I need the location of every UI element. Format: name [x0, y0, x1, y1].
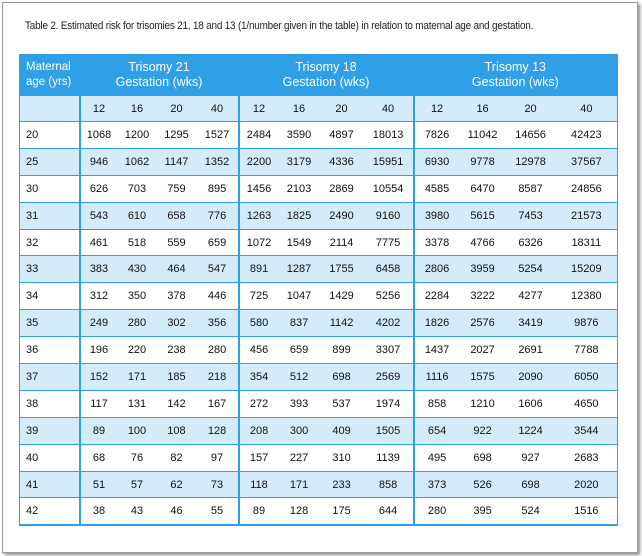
risk-value-cell: 559 [157, 229, 197, 256]
group-subtitle: Gestation (wks) [471, 75, 559, 89]
document-frame [2, 2, 638, 553]
risk-value-cell: 837 [279, 310, 320, 337]
risk-value-cell: 7453 [506, 202, 556, 229]
risk-value-cell: 1287 [279, 256, 320, 283]
group-title: Trisomy 13 [484, 60, 546, 74]
risk-value-cell: 537 [320, 390, 364, 417]
risk-value-cell: 1072 [239, 229, 279, 256]
risk-value-cell: 703 [118, 175, 157, 202]
risk-value-cell: 10554 [364, 175, 414, 202]
risk-value-cell: 383 [80, 256, 118, 283]
risk-value-cell: 2576 [460, 310, 506, 337]
table-row [20, 229, 618, 256]
risk-value-cell: 1200 [118, 122, 157, 149]
risk-value-cell: 946 [80, 148, 118, 175]
risk-value-cell: 654 [414, 417, 460, 444]
risk-value-cell: 4277 [506, 283, 556, 310]
group-header-trisomy-18 [239, 54, 414, 96]
risk-value-cell: 461 [80, 229, 118, 256]
group-subtitle: Gestation (wks) [282, 75, 370, 89]
risk-value-cell: 227 [279, 444, 320, 471]
risk-value-cell: 55 [197, 498, 239, 525]
risk-value-cell: 776 [197, 202, 239, 229]
risk-value-cell: 14656 [506, 122, 556, 149]
risk-value-cell: 11042 [460, 122, 506, 149]
risk-value-cell: 46 [157, 498, 197, 525]
week-header-cell: 20 [157, 96, 197, 122]
risk-value-cell: 280 [414, 498, 460, 525]
risk-value-cell: 1974 [364, 390, 414, 417]
maternal-age-cell: 35 [20, 310, 80, 337]
risk-value-cell: 5615 [460, 202, 506, 229]
risk-value-cell: 899 [320, 337, 364, 364]
group-title: Trisomy 18 [295, 60, 357, 74]
risk-value-cell: 895 [197, 175, 239, 202]
risk-value-cell: 698 [460, 444, 506, 471]
risk-value-cell: 1505 [364, 417, 414, 444]
table-row [20, 337, 618, 364]
risk-value-cell: 100 [118, 417, 157, 444]
age-header-line1: Maternal [26, 61, 71, 73]
table-body [20, 122, 618, 526]
risk-value-cell: 1147 [157, 148, 197, 175]
risk-value-cell: 2020 [556, 471, 618, 498]
maternal-age-cell: 37 [20, 364, 80, 391]
risk-value-cell: 2691 [506, 337, 556, 364]
risk-value-cell: 2114 [320, 229, 364, 256]
risk-value-cell: 927 [506, 444, 556, 471]
risk-value-cell: 1755 [320, 256, 364, 283]
week-header-cell: 12 [80, 96, 118, 122]
risk-value-cell: 171 [279, 471, 320, 498]
risk-value-cell: 2027 [460, 337, 506, 364]
risk-value-cell: 7788 [556, 337, 618, 364]
week-header-cell: 40 [556, 96, 618, 122]
group-header-trisomy-13 [414, 54, 618, 96]
maternal-age-cell: 20 [20, 122, 80, 149]
risk-value-cell: 3419 [506, 310, 556, 337]
risk-value-cell: 891 [239, 256, 279, 283]
risk-value-cell: 2869 [320, 175, 364, 202]
risk-value-cell: 1062 [118, 148, 157, 175]
risk-value-cell: 3378 [414, 229, 460, 256]
risk-value-cell: 310 [320, 444, 364, 471]
risk-value-cell: 5256 [364, 283, 414, 310]
risk-value-cell: 15951 [364, 148, 414, 175]
risk-value-cell: 858 [414, 390, 460, 417]
maternal-age-cell: 41 [20, 471, 80, 498]
risk-value-cell: 1047 [279, 283, 320, 310]
table-row [20, 122, 618, 149]
risk-value-cell: 2200 [239, 148, 279, 175]
risk-value-cell: 4336 [320, 148, 364, 175]
week-header-cell: 40 [197, 96, 239, 122]
risk-value-cell: 5254 [506, 256, 556, 283]
risk-value-cell: 117 [80, 390, 118, 417]
risk-value-cell: 312 [80, 283, 118, 310]
risk-value-cell: 3307 [364, 337, 414, 364]
risk-value-cell: 1527 [197, 122, 239, 149]
risk-value-cell: 43 [118, 498, 157, 525]
maternal-age-cell: 31 [20, 202, 80, 229]
risk-value-cell: 76 [118, 444, 157, 471]
risk-value-cell: 6470 [460, 175, 506, 202]
risk-value-cell: 220 [118, 337, 157, 364]
risk-value-cell: 512 [279, 364, 320, 391]
risk-value-cell: 9160 [364, 202, 414, 229]
risk-value-cell: 175 [320, 498, 364, 525]
risk-value-cell: 1139 [364, 444, 414, 471]
risk-value-cell: 157 [239, 444, 279, 471]
risk-value-cell: 42423 [556, 122, 618, 149]
risk-value-cell: 2284 [414, 283, 460, 310]
week-header-cell: 12 [414, 96, 460, 122]
week-header-cell: 20 [506, 96, 556, 122]
risk-value-cell: 4585 [414, 175, 460, 202]
risk-value-cell: 208 [239, 417, 279, 444]
maternal-age-cell: 39 [20, 417, 80, 444]
risk-value-cell: 38 [80, 498, 118, 525]
risk-value-cell: 89 [80, 417, 118, 444]
table-row [20, 175, 618, 202]
risk-value-cell: 51 [80, 471, 118, 498]
table-row [20, 417, 618, 444]
risk-value-cell: 1224 [506, 417, 556, 444]
risk-value-cell: 1295 [157, 122, 197, 149]
table-row [20, 148, 618, 175]
table-row [20, 256, 618, 283]
risk-value-cell: 4650 [556, 390, 618, 417]
age-header [20, 54, 80, 96]
risk-value-cell: 171 [118, 364, 157, 391]
risk-value-cell: 409 [320, 417, 364, 444]
week-header-cell: 40 [364, 96, 414, 122]
risk-value-cell: 2683 [556, 444, 618, 471]
risk-value-cell: 249 [80, 310, 118, 337]
table-row [20, 310, 618, 337]
week-header-cell: 16 [279, 96, 320, 122]
risk-value-cell: 495 [414, 444, 460, 471]
risk-value-cell: 1116 [414, 364, 460, 391]
risk-value-cell: 62 [157, 471, 197, 498]
risk-value-cell: 1456 [239, 175, 279, 202]
risk-value-cell: 464 [157, 256, 197, 283]
risk-value-cell: 12978 [506, 148, 556, 175]
risk-value-cell: 658 [157, 202, 197, 229]
risk-value-cell: 233 [320, 471, 364, 498]
risk-value-cell: 73 [197, 471, 239, 498]
risk-value-cell: 8587 [506, 175, 556, 202]
risk-value-cell: 142 [157, 390, 197, 417]
table-row [20, 390, 618, 417]
risk-value-cell: 4766 [460, 229, 506, 256]
table-row [20, 283, 618, 310]
risk-value-cell: 518 [118, 229, 157, 256]
risk-value-cell: 354 [239, 364, 279, 391]
risk-value-cell: 280 [118, 310, 157, 337]
risk-value-cell: 922 [460, 417, 506, 444]
risk-value-cell: 3590 [279, 122, 320, 149]
risk-value-cell: 446 [197, 283, 239, 310]
risk-value-cell: 7826 [414, 122, 460, 149]
risk-value-cell: 659 [197, 229, 239, 256]
risk-value-cell: 1429 [320, 283, 364, 310]
risk-value-cell: 3544 [556, 417, 618, 444]
maternal-age-cell: 32 [20, 229, 80, 256]
risk-value-cell: 547 [197, 256, 239, 283]
risk-value-cell: 524 [506, 498, 556, 525]
maternal-age-cell: 25 [20, 148, 80, 175]
risk-table [19, 54, 618, 526]
risk-value-cell: 580 [239, 310, 279, 337]
risk-value-cell: 2569 [364, 364, 414, 391]
risk-value-cell: 9876 [556, 310, 618, 337]
risk-value-cell: 12380 [556, 283, 618, 310]
risk-value-cell: 6930 [414, 148, 460, 175]
weeks-header-row [20, 96, 618, 122]
week-header-cell: 16 [460, 96, 506, 122]
maternal-age-cell: 33 [20, 256, 80, 283]
risk-value-cell: 6326 [506, 229, 556, 256]
risk-value-cell: 1825 [279, 202, 320, 229]
maternal-age-cell: 40 [20, 444, 80, 471]
risk-value-cell: 280 [197, 337, 239, 364]
risk-value-cell: 2090 [506, 364, 556, 391]
risk-value-cell: 1142 [320, 310, 364, 337]
risk-value-cell: 356 [197, 310, 239, 337]
risk-value-cell: 218 [197, 364, 239, 391]
table-row [20, 498, 618, 525]
risk-value-cell: 302 [157, 310, 197, 337]
risk-value-cell: 373 [414, 471, 460, 498]
group-subtitle: Gestation (wks) [115, 75, 203, 89]
risk-value-cell: 1352 [197, 148, 239, 175]
risk-value-cell: 89 [239, 498, 279, 525]
risk-value-cell: 759 [157, 175, 197, 202]
table-row [20, 471, 618, 498]
risk-value-cell: 6050 [556, 364, 618, 391]
risk-value-cell: 128 [197, 417, 239, 444]
risk-value-cell: 185 [157, 364, 197, 391]
risk-value-cell: 7775 [364, 229, 414, 256]
risk-value-cell: 2484 [239, 122, 279, 149]
table-caption: Table 2. Estimated risk for trisomies 21, 18 and 13 (1/number given in the table) in relation to maternal age and gestation. [25, 20, 534, 32]
risk-value-cell: 18311 [556, 229, 618, 256]
risk-value-cell: 4897 [320, 122, 364, 149]
risk-value-cell: 4202 [364, 310, 414, 337]
weeks-header-blank [20, 96, 80, 122]
risk-value-cell: 1437 [414, 337, 460, 364]
risk-value-cell: 97 [197, 444, 239, 471]
risk-value-cell: 378 [157, 283, 197, 310]
risk-value-cell: 2103 [279, 175, 320, 202]
risk-value-cell: 350 [118, 283, 157, 310]
maternal-age-cell: 42 [20, 498, 80, 525]
risk-value-cell: 3959 [460, 256, 506, 283]
risk-value-cell: 1606 [506, 390, 556, 417]
risk-value-cell: 37567 [556, 148, 618, 175]
table-row [20, 444, 618, 471]
risk-value-cell: 1068 [80, 122, 118, 149]
risk-value-cell: 2490 [320, 202, 364, 229]
risk-value-cell: 659 [279, 337, 320, 364]
risk-value-cell: 238 [157, 337, 197, 364]
risk-value-cell: 644 [364, 498, 414, 525]
risk-value-cell: 1210 [460, 390, 506, 417]
risk-value-cell: 698 [320, 364, 364, 391]
table-row [20, 364, 618, 391]
risk-value-cell: 2806 [414, 256, 460, 283]
risk-value-cell: 543 [80, 202, 118, 229]
risk-value-cell: 18013 [364, 122, 414, 149]
week-header-cell: 12 [239, 96, 279, 122]
risk-value-cell: 272 [239, 390, 279, 417]
week-header-cell: 16 [118, 96, 157, 122]
risk-value-cell: 456 [239, 337, 279, 364]
risk-value-cell: 393 [279, 390, 320, 417]
table-header [20, 54, 618, 122]
risk-value-cell: 82 [157, 444, 197, 471]
maternal-age-cell: 38 [20, 390, 80, 417]
risk-value-cell: 152 [80, 364, 118, 391]
risk-value-cell: 68 [80, 444, 118, 471]
risk-value-cell: 1263 [239, 202, 279, 229]
risk-value-cell: 1516 [556, 498, 618, 525]
risk-value-cell: 610 [118, 202, 157, 229]
risk-value-cell: 1826 [414, 310, 460, 337]
risk-value-cell: 15209 [556, 256, 618, 283]
age-header-line2: age (yrs) [26, 76, 72, 88]
risk-value-cell: 3179 [279, 148, 320, 175]
maternal-age-cell: 34 [20, 283, 80, 310]
risk-value-cell: 858 [364, 471, 414, 498]
risk-value-cell: 1575 [460, 364, 506, 391]
risk-value-cell: 3222 [460, 283, 506, 310]
risk-value-cell: 9778 [460, 148, 506, 175]
risk-value-cell: 3980 [414, 202, 460, 229]
group-title: Trisomy 21 [128, 60, 190, 74]
risk-value-cell: 300 [279, 417, 320, 444]
risk-value-cell: 167 [197, 390, 239, 417]
risk-value-cell: 526 [460, 471, 506, 498]
risk-value-cell: 128 [279, 498, 320, 525]
risk-value-cell: 6458 [364, 256, 414, 283]
risk-value-cell: 24856 [556, 175, 618, 202]
week-header-cell: 20 [320, 96, 364, 122]
risk-value-cell: 430 [118, 256, 157, 283]
risk-value-cell: 395 [460, 498, 506, 525]
risk-value-cell: 196 [80, 337, 118, 364]
risk-value-cell: 108 [157, 417, 197, 444]
risk-value-cell: 21573 [556, 202, 618, 229]
risk-value-cell: 1549 [279, 229, 320, 256]
table-row [20, 202, 618, 229]
risk-value-cell: 725 [239, 283, 279, 310]
risk-value-cell: 131 [118, 390, 157, 417]
maternal-age-cell: 36 [20, 337, 80, 364]
risk-value-cell: 698 [506, 471, 556, 498]
group-header-trisomy-21 [80, 54, 239, 96]
maternal-age-cell: 30 [20, 175, 80, 202]
risk-value-cell: 118 [239, 471, 279, 498]
risk-value-cell: 57 [118, 471, 157, 498]
risk-value-cell: 626 [80, 175, 118, 202]
